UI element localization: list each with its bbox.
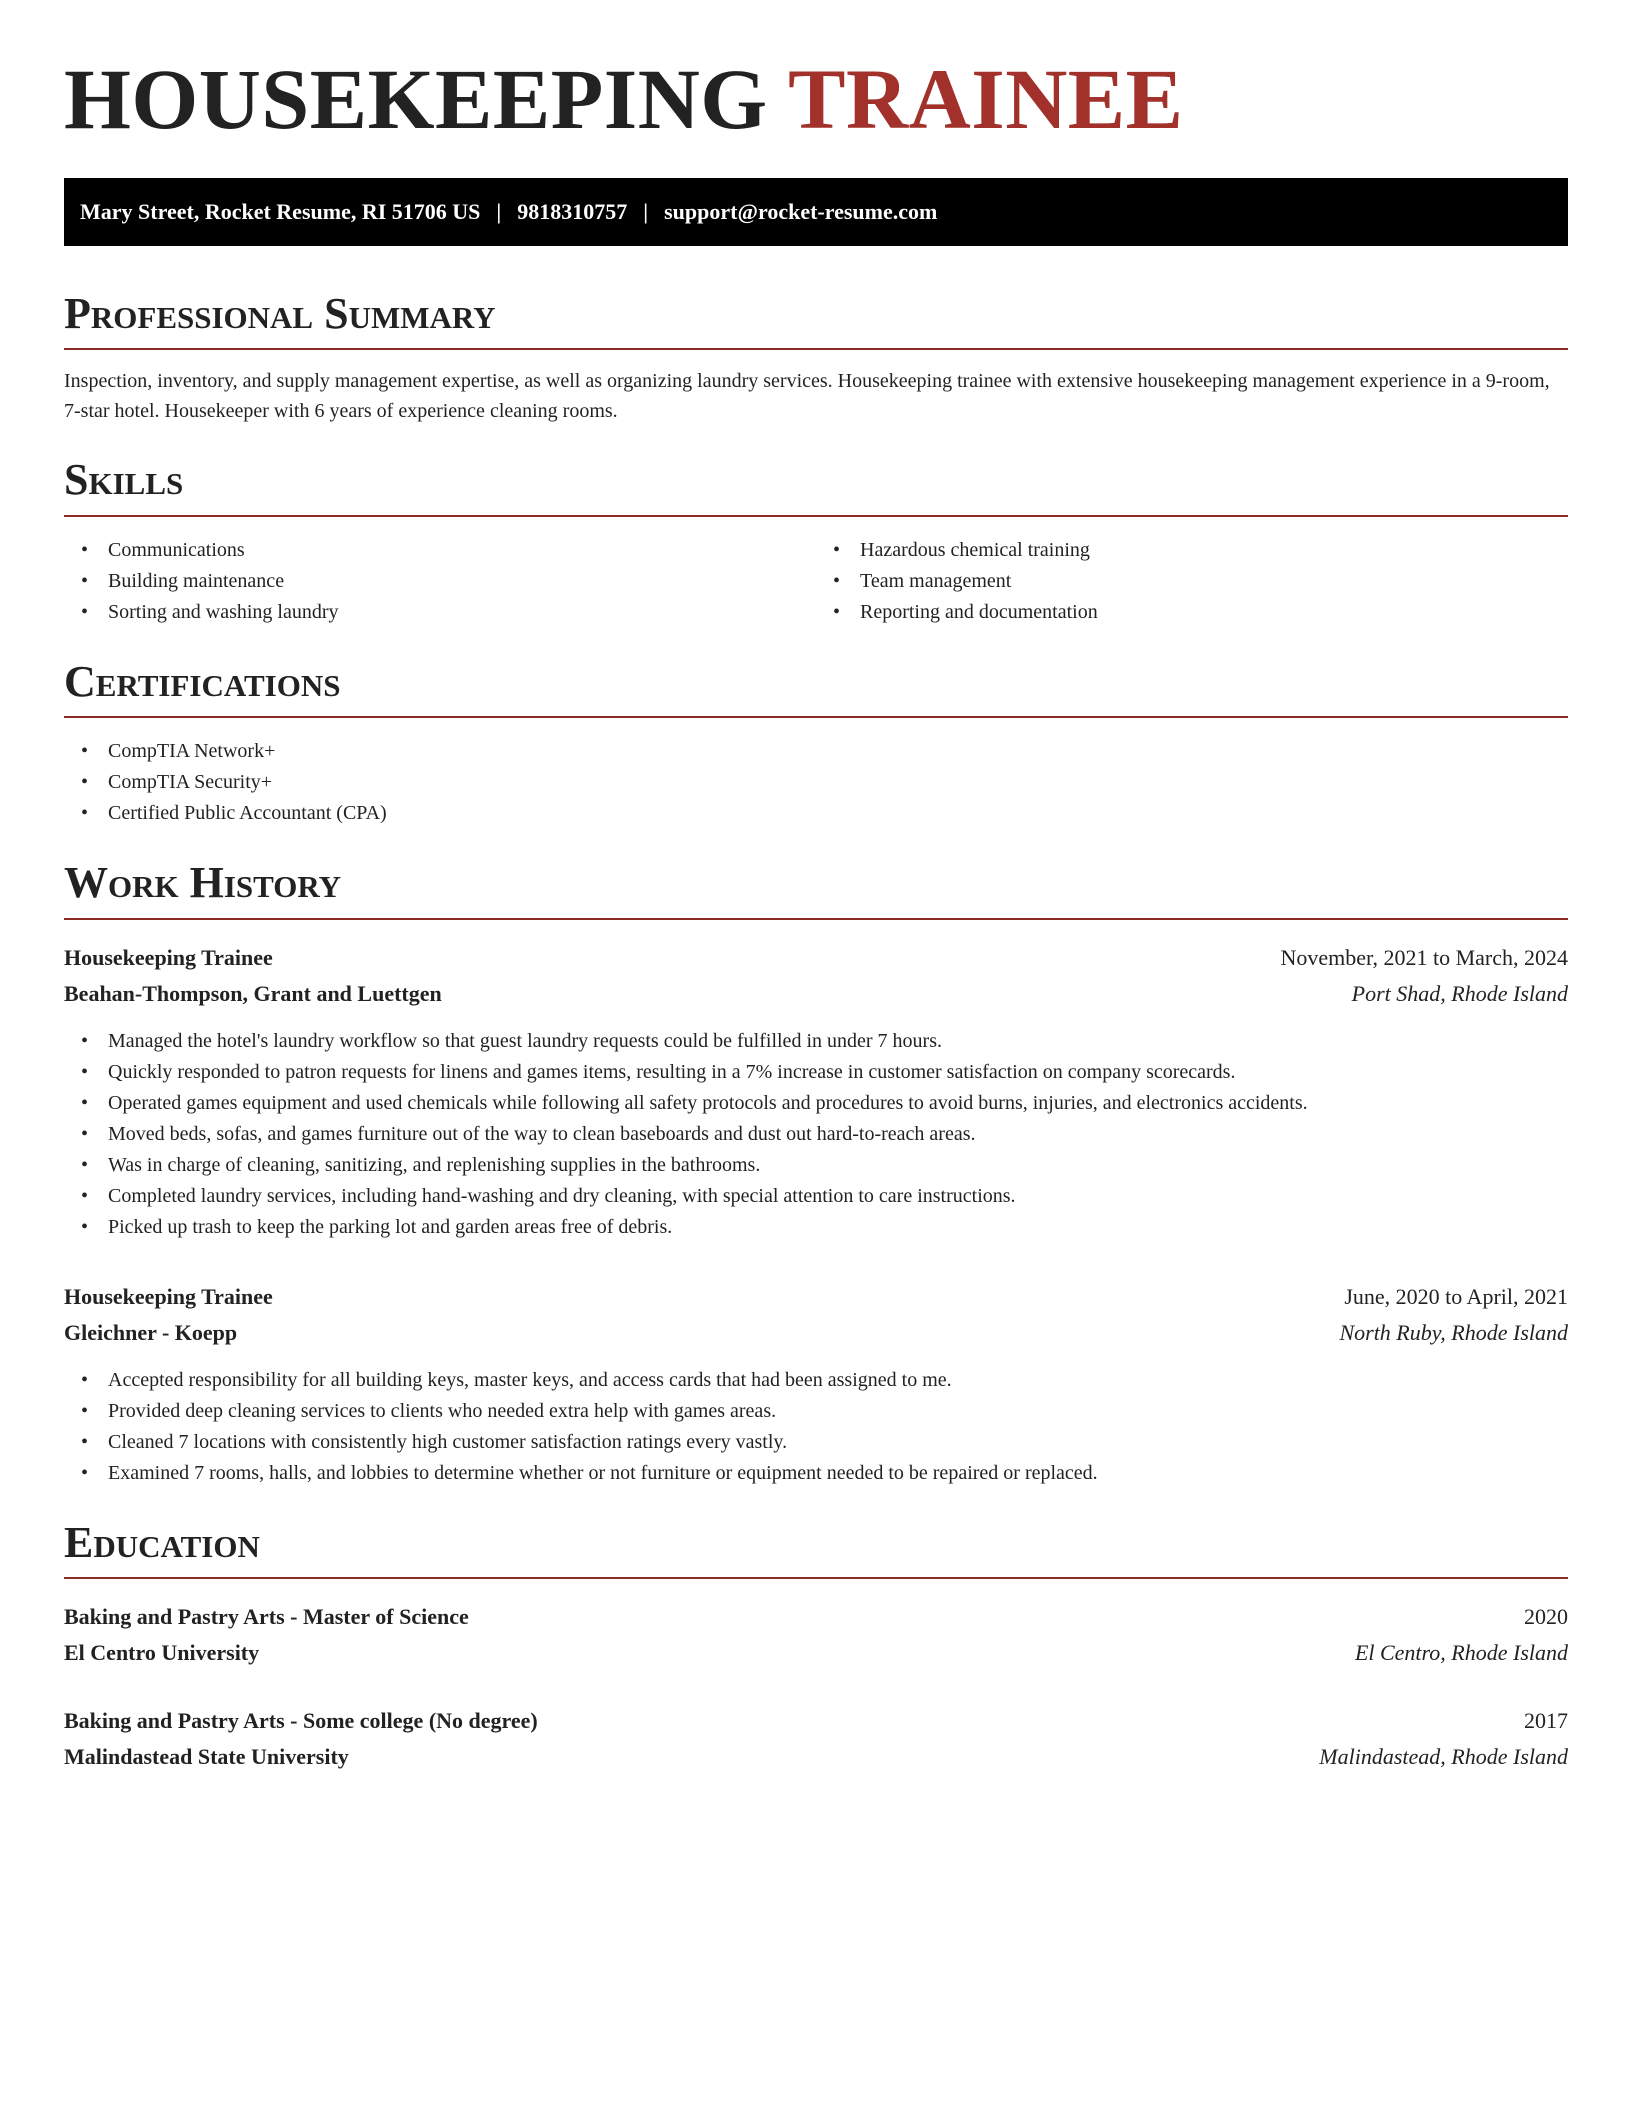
job-duty-item: • Was in charge of cleaning, sanitizing, and replenishing supplies in the bathrooms. (64, 1150, 1568, 1181)
education-degree: Baking and Pastry Arts - Some college (No degree) (64, 1707, 538, 1733)
job-duty-item: • Operated games equipment and used chemicals while following all safety protocols and procedures to avoid burns, injuries, and electronics accidents. (64, 1088, 1568, 1119)
summary-text: Inspection, inventory, and supply management expertise, as well as organizing laundry services. Housekeeping trainee with extensive housekeeping management experience in a 9-room, 7-star hotel. Housekeeper with 6 years of experience cleaning rooms. (64, 370, 1550, 423)
job-duty-item: • Picked up trash to keep the parking lot and garden areas free of debris. (64, 1212, 1568, 1243)
education-degree-row (64, 1599, 1568, 1635)
certification-item: • CompTIA Security+ (64, 767, 1568, 798)
job-company-row (64, 976, 1568, 1012)
job-location: North Ruby, Rhode Island (1339, 1319, 1568, 1345)
skills-heading: Skills (64, 456, 1568, 516)
skills-grid (64, 535, 1568, 628)
education-location: El Centro, Rhode Island (1354, 1639, 1568, 1665)
title-first-word: HOUSEKEEPING (64, 51, 768, 147)
title-second-word: TRAINEE (788, 51, 1184, 147)
skill-item: • Communications (64, 535, 816, 566)
education-location: Malindastead, Rhode Island (1319, 1743, 1568, 1769)
education-entry (64, 1703, 1568, 1775)
skills-list-left (64, 535, 816, 628)
education-year: 2017 (1524, 1707, 1568, 1733)
job-company: Beahan-Thompson, Grant and Luettgen (64, 980, 442, 1006)
education-section (64, 1519, 1568, 1775)
job-location: Port Shad, Rhode Island (1351, 980, 1568, 1006)
job-duty-item: • Completed laundry services, including hand-washing and dry cleaning, with special attention to care instructions. (64, 1181, 1568, 1212)
education-school: Malindastead State University (64, 1743, 349, 1769)
contact-email: support@rocket-resume.com (664, 199, 938, 224)
skill-item: • Sorting and washing laundry (64, 597, 816, 628)
education-heading: Education (64, 1519, 1568, 1579)
job-duty-item: • Moved beds, sofas, and games furniture out of the way to clean baseboards and dust out hard-to-reach areas. (64, 1119, 1568, 1150)
contact-separator: | (643, 199, 649, 224)
work-history-heading: Work History (64, 859, 1568, 919)
job-dates: November, 2021 to March, 2024 (1280, 944, 1568, 970)
work-history-section (64, 859, 1568, 1488)
skill-item: • Reporting and documentation (816, 597, 1568, 628)
certifications-list (64, 736, 1568, 829)
job-duty-item: • Accepted responsibility for all building keys, master keys, and access cards that had been assigned to me. (64, 1365, 1568, 1396)
job-duty-item: • Cleaned 7 locations with consistently high customer satisfaction ratings every vastly. (64, 1427, 1568, 1458)
job-title: Housekeeping Trainee (64, 1283, 273, 1309)
contact-address: Mary Street, Rocket Resume, RI 51706 US (80, 199, 481, 224)
skill-item: • Team management (816, 566, 1568, 597)
job-entry (64, 1279, 1568, 1489)
job-duties-list (64, 1026, 1568, 1243)
job-duty-item: • Managed the hotel's laundry workflow so that guest laundry requests could be fulfilled in under 7 hours. (64, 1026, 1568, 1057)
skills-section (64, 456, 1568, 627)
job-title: Housekeeping Trainee (64, 944, 273, 970)
job-duty-item: • Quickly responded to patron requests for linens and games items, resulting in a 7% increase in customer satisfaction on company scorecards. (64, 1057, 1568, 1088)
job-entry (64, 940, 1568, 1243)
skill-item: • Building maintenance (64, 566, 816, 597)
job-duties-list (64, 1365, 1568, 1489)
certifications-section (64, 658, 1568, 829)
resume-title (64, 51, 1568, 147)
education-degree: Baking and Pastry Arts - Master of Science (64, 1603, 469, 1629)
certification-item: • CompTIA Network+ (64, 736, 1568, 767)
summary-section (64, 290, 1568, 426)
education-year: 2020 (1524, 1603, 1568, 1629)
skill-item: • Hazardous chemical training (816, 535, 1568, 566)
education-school: El Centro University (64, 1639, 260, 1665)
contact-bar (64, 178, 1568, 246)
education-degree-row (64, 1703, 1568, 1739)
contact-phone: 9818310757 (517, 199, 628, 224)
contact-separator: | (496, 199, 502, 224)
skills-list-right (816, 535, 1568, 628)
job-dates: June, 2020 to April, 2021 (1344, 1283, 1568, 1309)
education-school-row (64, 1739, 1568, 1775)
job-duty-item: • Examined 7 rooms, halls, and lobbies to determine whether or not furniture or equipment needed to be repaired or replaced. (64, 1458, 1568, 1489)
certification-item: • Certified Public Accountant (CPA) (64, 798, 1568, 829)
job-company: Gleichner - Koepp (64, 1319, 238, 1345)
certifications-heading: Certifications (64, 658, 1568, 718)
education-entry (64, 1599, 1568, 1671)
job-duty-item: • Provided deep cleaning services to clients who needed extra help with games areas. (64, 1396, 1568, 1427)
job-title-row (64, 940, 1568, 976)
job-title-row (64, 1279, 1568, 1315)
job-company-row (64, 1315, 1568, 1351)
summary-heading: Professional Summary (64, 290, 1568, 350)
education-school-row (64, 1635, 1568, 1671)
